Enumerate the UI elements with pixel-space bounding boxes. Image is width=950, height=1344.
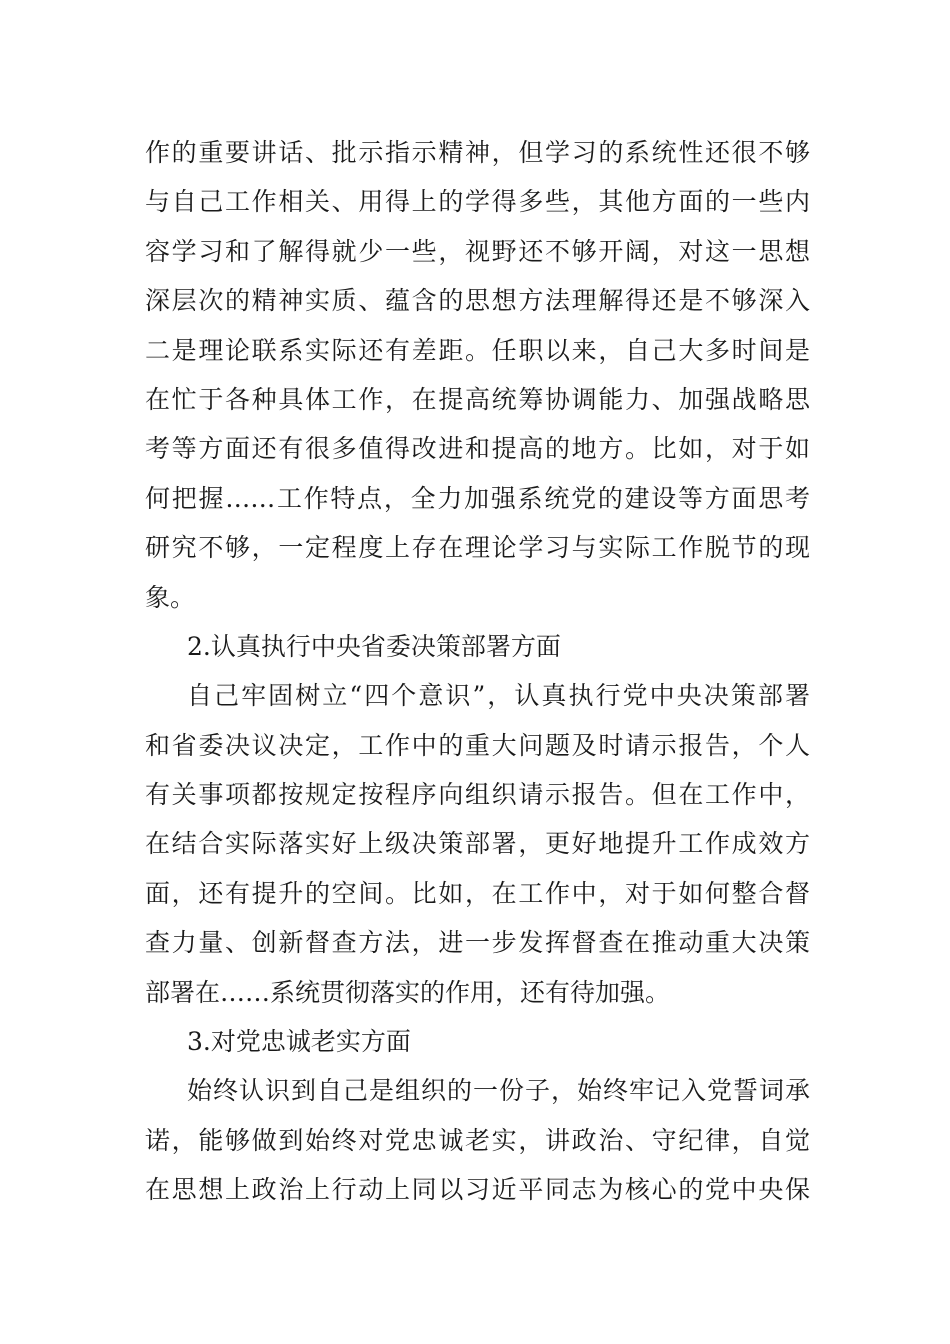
text-line: 二是理论联系实际还有差距。任职以来，自己大多时间是 (145, 335, 810, 365)
section-heading: 3.对党忠诚老实方面 (187, 1027, 411, 1057)
text-line: 在思想上政治上行动上同以习近平同志为核心的党中央保 (145, 1175, 810, 1205)
text-line: 在结合实际落实好上级决策部署，更好地提升工作成效方 (145, 829, 810, 859)
text-line: 象。 (145, 582, 196, 612)
text-line: 深层次的精神实质、蕴含的思想方法理解得还是不够深入 (145, 286, 810, 316)
section-heading: 2.认真执行中央省委决策部署方面 (187, 631, 561, 661)
document-body (145, 128, 810, 1215)
text-line: 容学习和了解得就少一些，视野还不够开阔，对这一思想 (145, 236, 810, 266)
text-line: 与自己工作相关、用得上的学得多些，其他方面的一些内 (145, 187, 810, 217)
text-line: 在忙于各种具体工作，在提高统筹协调能力、加强战略思 (145, 384, 810, 414)
text-line: 始终认识到自己是组织的一份子，始终牢记入党誓词承 (187, 1076, 810, 1106)
text-line: 查力量、创新督查方法，进一步发挥督查在推动重大决策 (145, 928, 810, 958)
text-line: 部署在……系统贯彻落实的作用，还有待加强。 (145, 977, 671, 1007)
text-line: 研究不够，一定程度上存在理论学习与实际工作脱节的现 (145, 533, 810, 563)
text-line: 面，还有提升的空间。比如，在工作中，对于如何整合督 (145, 878, 810, 908)
text-line: 有关事项都按规定按程序向组织请示报告。但在工作中， (145, 780, 810, 810)
text-line: 考等方面还有很多值得改进和提高的地方。比如，对于如 (145, 434, 810, 464)
text-line: 和省委决议决定，工作中的重大问题及时请示报告，个人 (145, 730, 810, 760)
text-line: 作的重要讲话、批示指示精神，但学习的系统性还很不够 (145, 138, 810, 167)
text-line: 诺，能够做到始终对党忠诚老实，讲政治、守纪律，自觉 (145, 1125, 810, 1155)
text-line: 何把握……工作特点，全力加强系统党的建设等方面思考 (145, 483, 810, 513)
text-line: 自己牢固树立“四个意识”，认真执行党中央决策部署 (187, 681, 810, 711)
